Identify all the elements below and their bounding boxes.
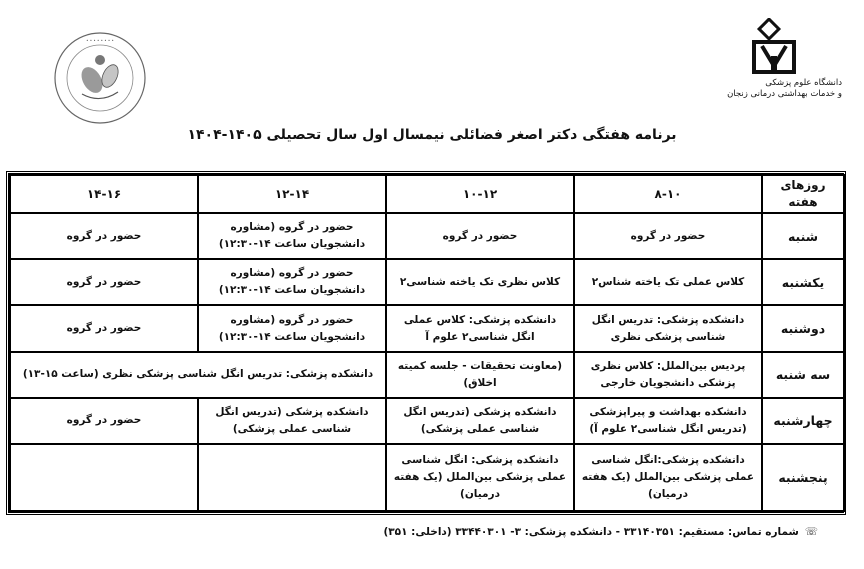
cell: دانشکده پزشکی: تدریس انگل شناسی پزشکی نظری [574, 305, 762, 351]
contact-footer [0, 526, 818, 538]
header-slot-12-14: ۱۲-۱۴ [198, 175, 386, 213]
university-name-line1: دانشگاه علوم پزشکی [765, 78, 842, 88]
cell: دانشکده پزشکی: انگل شناسی عملی پزشکی بین‌الملل (یک هفته درمیان) [386, 444, 574, 511]
cell: حضور در گروه (مشاوره دانشجویان ساعت ۱۴-۱۲:۳۰) [198, 259, 386, 305]
contact-text: شماره تماس: مستقیم: ۳۳۱۴۰۳۵۱ - دانشکده پزشکی: ۳- ۳۳۴۴۰۳۰۱ (داخلی: ۳۵۱) [383, 526, 799, 538]
cell: حضور در گروه (مشاوره دانشجویان ساعت ۱۴-۱۲:۳۰) [198, 305, 386, 351]
svg-text:• • • • • • • •: • • • • • • • • [86, 38, 114, 43]
cell: کلاس نظری تک یاخته شناسی۲ [386, 259, 574, 305]
cell: حضور در گروه [574, 213, 762, 259]
phone-icon: ☏ [804, 526, 818, 538]
table-row [10, 259, 844, 305]
day-wednesday: چهارشنبه [762, 398, 844, 444]
cell: حضور در گروه [10, 259, 198, 305]
cell: دانشکده پزشکی: کلاس عملی انگل شناسی۲ علوم آ [386, 305, 574, 351]
cell: پردیس بین‌الملل: کلاس نظری پزشکی دانشجویان خارجی [574, 352, 762, 398]
day-thursday: پنجشنبه [762, 444, 844, 511]
table-row [10, 352, 844, 398]
header-days: روزهای هفته [762, 175, 844, 213]
schedule-table [9, 174, 845, 512]
header-slot-8-10: ۸-۱۰ [574, 175, 762, 213]
day-saturday: شنبه [762, 213, 844, 259]
university-name-line2: و خدمات بهداشتی درمانی زنجان [727, 89, 842, 99]
cell: حضور در گروه [10, 213, 198, 259]
table-row [10, 444, 844, 511]
cell: حضور در گروه (مشاوره دانشجویان ساعت ۱۴-۱۲:۳۰) [198, 213, 386, 259]
header-slot-10-12: ۱۰-۱۲ [386, 175, 574, 213]
table-row [10, 213, 844, 259]
department-logo [52, 30, 148, 126]
cell: دانشکده پزشکی:انگل شناسی عملی پزشکی بین‌الملل (یک هفته درمیان) [574, 444, 762, 511]
cell: کلاس عملی تک یاخته شناس۲ [574, 259, 762, 305]
day-sunday: یکشنبه [762, 259, 844, 305]
page-title: برنامه هفتگی دکتر اصغر فضائلی نیمسال اول سال تحصیلی ۱۴۰۵-۱۴۰۴ [187, 127, 677, 143]
cell: دانشکده پزشکی (تدریس انگل شناسی عملی پزشکی) [198, 398, 386, 444]
cell: (معاونت تحقیقات - جلسه کمیته اخلاق) [386, 352, 574, 398]
cell-merged: دانشکده پزشکی: تدریس انگل شناسی پزشکی نظری (ساعت ۱۵-۱۳) [10, 352, 386, 398]
university-logo [722, 18, 846, 116]
header-slot-14-16: ۱۴-۱۶ [10, 175, 198, 213]
schedule-table-frame [6, 171, 846, 515]
day-monday: دوشنبه [762, 305, 844, 351]
day-tuesday: سه شنبه [762, 352, 844, 398]
table-row [10, 398, 844, 444]
cell [10, 444, 198, 511]
header-row [10, 175, 844, 213]
cell: حضور در گروه [10, 305, 198, 351]
cell [198, 444, 386, 511]
cell: دانشکده بهداشت و پیراپزشکی (تدریس انگل شناسی۲ علوم آ) [574, 398, 762, 444]
cell: دانشکده پزشکی (تدریس انگل شناسی عملی پزشکی) [386, 398, 574, 444]
cell: حضور در گروه [10, 398, 198, 444]
table-row [10, 305, 844, 351]
cell: حضور در گروه [386, 213, 574, 259]
